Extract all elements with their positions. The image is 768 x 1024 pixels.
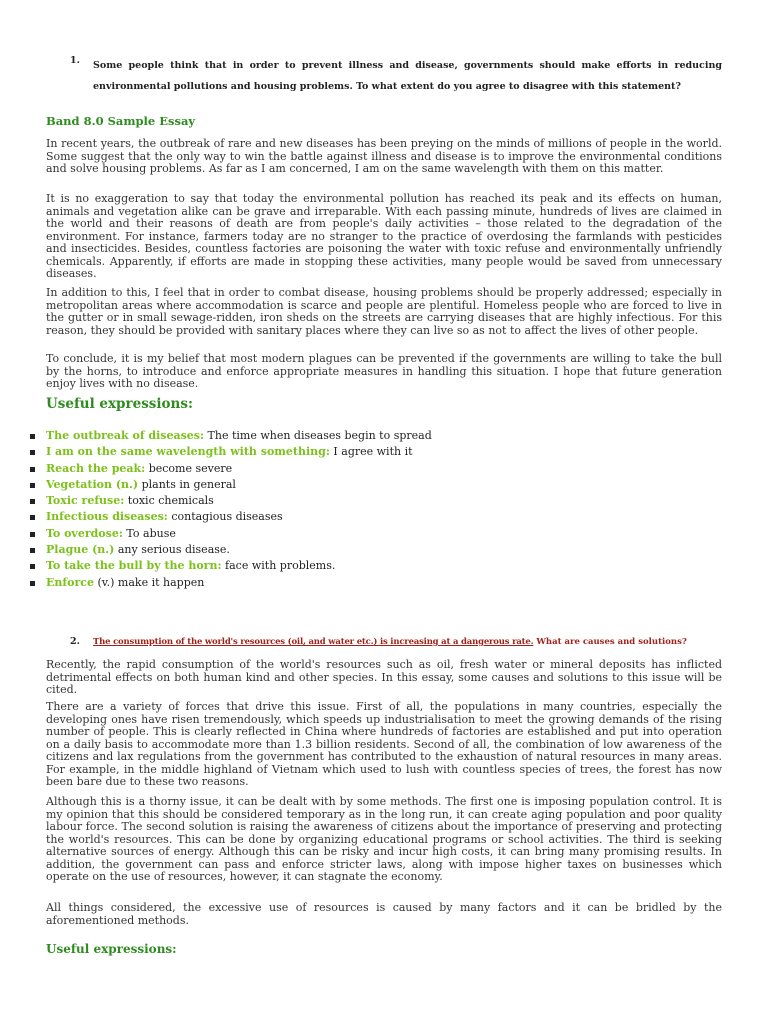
list-item xyxy=(30,542,432,558)
essay-heading: Band 8.0 Sample Essay xyxy=(46,114,196,128)
list-item xyxy=(30,444,432,460)
expression-meaning: any serious disease. xyxy=(114,543,230,557)
question-rest: What are causes and solutions? xyxy=(533,637,687,647)
expression-term: Infectious diseases: xyxy=(46,510,168,524)
expression-meaning: contagious diseases xyxy=(167,510,283,524)
question-main: The consumption of the world's resources (oil, and water etc.) is increasing at a dangerous rate. xyxy=(93,637,534,647)
bullet-icon xyxy=(30,450,35,455)
essay1-paragraph-2: It is no exaggeration to say that today the environmental pollution has reached its peak and its effects on human, animals and vegetation alike can be grave and irreparable. With each passing minute, hundreds of lives are claimed in the world and their reasons of death are from people's daily activities – those related to the degradation of the environment. For instance, farmers today are no stranger to the practice of overdosing the farmlands with pesticides and insecticides. Besides, countless factories are poisoning the water with toxic refuse and environmentally unfriendly chemicals. Apparently, if efforts are made in stopping these activities, many people would be saved from unnecessary diseases. xyxy=(46,192,722,280)
list-item xyxy=(30,526,432,542)
expression-meaning: toxic chemicals xyxy=(124,494,214,508)
expression-meaning: To abuse xyxy=(122,526,176,540)
essay1-paragraph-1: In recent years, the outbreak of rare and new diseases has been preying on the minds of millions of people in the world. Some suggest that the only way to win the battle against illness and disease is to improve the environmental conditions and solve housing problems. As far as I am concerned, I am on the same wavelength with them on this matter. xyxy=(46,137,722,175)
expression-term: The outbreak of diseases: xyxy=(46,429,205,442)
list-item xyxy=(30,509,432,525)
question-1 xyxy=(46,55,722,97)
essay2-paragraph-2: There are a variety of forces that drive this issue. First of all, the populations in many countries, especially the developing ones have risen tremendously, which speeds up industrialisation to meet the growing demands of the rising number of people. This is clearly reflected in China where hundreds of factories are established and put into operation on a daily basis to accommodate more than 1.3 billion residents. Second of all, the combination of low awareness of the citizens and lax regulations from the government has contributed to the exhaustion of natural resources in many areas. For example, in the middle highland of Vietnam which used to lush with countless species of trees, the forest has now been bare due to these two reasons. xyxy=(46,700,722,788)
expression-meaning: (v.) make it happen xyxy=(93,575,205,589)
question-2 xyxy=(46,636,722,648)
expression-term: Vegetation (n.) xyxy=(46,477,139,491)
useful-expressions-heading-2: Useful expressions: xyxy=(46,942,177,956)
bullet-icon xyxy=(30,581,35,586)
essay1-paragraph-3: In addition to this, I feel that in order to combat disease, housing problems should be properly addressed; especially in metropolitan areas where accommodation is scarce and people are plentiful. Homeless people who are forced to live in the gutter or in small sewage-ridden, iron sheds on the streets are carrying diseases that are highly infectious. For this reason, they should be provided with sanitary places where they can live so as not to affect the lives of other people. xyxy=(46,286,722,337)
useful-expressions-heading: Useful expressions: xyxy=(46,396,193,412)
question-number: 1. xyxy=(70,55,80,66)
expression-term: Toxic refuse: xyxy=(46,494,125,508)
expression-meaning: I agree with it xyxy=(329,445,413,459)
bullet-icon xyxy=(30,564,35,569)
list-item xyxy=(30,461,432,477)
expression-meaning: The time when diseases begin to spread xyxy=(204,429,432,442)
list-item xyxy=(30,558,432,574)
bullet-icon xyxy=(30,467,35,472)
bullet-icon xyxy=(30,532,35,537)
bullet-icon xyxy=(30,515,35,520)
list-item xyxy=(30,493,432,509)
question-number: 2. xyxy=(70,636,80,647)
question-text: Some people think that in order to prevent illness and disease, governments should make efforts in reducing environmental pollutions and housing problems. To what extent do you agree to disagree with this statement? xyxy=(93,60,722,92)
expression-meaning: plants in general xyxy=(138,477,236,491)
expression-term: Enforce xyxy=(46,575,94,589)
expression-term: To take the bull by the horn: xyxy=(46,559,222,573)
list-item xyxy=(30,575,432,591)
bullet-icon xyxy=(30,483,35,488)
list-item xyxy=(30,477,432,493)
list-item xyxy=(30,428,432,444)
bullet-icon xyxy=(30,434,35,439)
essay1-paragraph-4: To conclude, it is my belief that most modern plagues can be prevented if the governments are willing to take the bull by the horns, to introduce and enforce appropriate measures in handling this situation. I hope that future generation enjoy lives with no disease. xyxy=(46,352,722,390)
essay2-paragraph-1: Recently, the rapid consumption of the world's resources such as oil, fresh water or mineral deposits has inflicted detrimental effects on both human kind and other species. In this essay, some causes and solutions to this issue will be cited. xyxy=(46,658,722,696)
expression-term: Reach the peak: xyxy=(46,461,146,475)
expression-term: Plague (n.) xyxy=(46,543,115,557)
expression-meaning: face with problems. xyxy=(221,559,336,573)
expression-term: I am on the same wavelength with something: xyxy=(46,445,330,459)
bullet-icon xyxy=(30,548,35,553)
essay2-paragraph-3: Although this is a thorny issue, it can be dealt with by some methods. The first one is imposing population control. It is my opinion that this should be considered temporary as in the long run, it can create aging population and poor quality labour force. The second solution is raising the awareness of citizens about the importance of preserving and protecting the world's resources. This can be done by organizing educational programs or school activities. The third is seeking alternative sources of energy. Although this can be risky and incur high costs, it can bring many promising results. In addition, the government can pass and enforce stricter laws, along with impose higher taxes on businesses which operate on the use of resources, however, it can stagnate the economy. xyxy=(46,795,722,883)
expressions-list xyxy=(30,428,432,591)
question-text xyxy=(93,636,722,648)
expression-meaning: become severe xyxy=(145,461,233,475)
expression-term: To overdose: xyxy=(46,526,123,540)
essay2-paragraph-4: All things considered, the excessive use of resources is caused by many factors and it can be bridled by the aforementioned methods. xyxy=(46,901,722,927)
bullet-icon xyxy=(30,499,35,504)
